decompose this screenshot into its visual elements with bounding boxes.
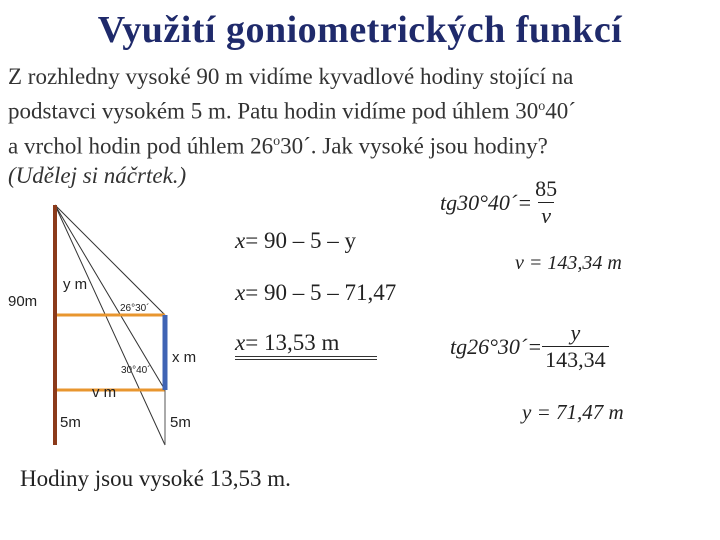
sight-line-bottom (55, 205, 165, 390)
label-5m-left: 5m (60, 414, 81, 431)
sight-line-top (55, 205, 165, 315)
equation-1: x= 90 – 5 – y (235, 228, 356, 253)
y-result: y = 71,47 m (522, 400, 624, 424)
label-5m-right: 5m (170, 414, 191, 431)
label-90m: 90m (8, 293, 38, 310)
equation-2: x= 90 – 5 – 71,47 (235, 280, 397, 305)
label-ym: y m (63, 276, 88, 293)
problem-hint: (Udělej si náčrtek.) (8, 163, 187, 189)
problem-line-2: podstavci vysokém 5 m. Patu hodin vidíme pod úhlem 30$^o$40´ (8, 98, 576, 124)
conclusion: Hodiny jsou vysoké 13,53 m. (20, 466, 291, 491)
label-angle-30: 30°40´ (121, 365, 151, 376)
label-xm: x m (172, 349, 197, 366)
label-angle-26: 26°30´ (120, 303, 150, 314)
tangent-equation-2: tg26°30´= $\frac{y}{143,34}$ (450, 320, 609, 373)
problem-line-1: Z rozhledny vysoké 90 m vidíme kyvadlové hodiny stojící na (8, 64, 574, 89)
sight-line-base (55, 205, 165, 445)
page-title: Využití goniometrických funkcí (97, 9, 623, 51)
v-result: v = 143,34 m (515, 252, 622, 274)
tangent-equation-1: tg30°40´= $\frac{85}{v}$ (440, 176, 558, 228)
label-vm: v m (92, 384, 117, 401)
problem-line-3: a vrchol hodin pod úhlem 26$^o$30´. Jak vysoké jsou hodiny? (8, 133, 548, 159)
equation-3-result: x= 13,53 m (235, 330, 377, 360)
